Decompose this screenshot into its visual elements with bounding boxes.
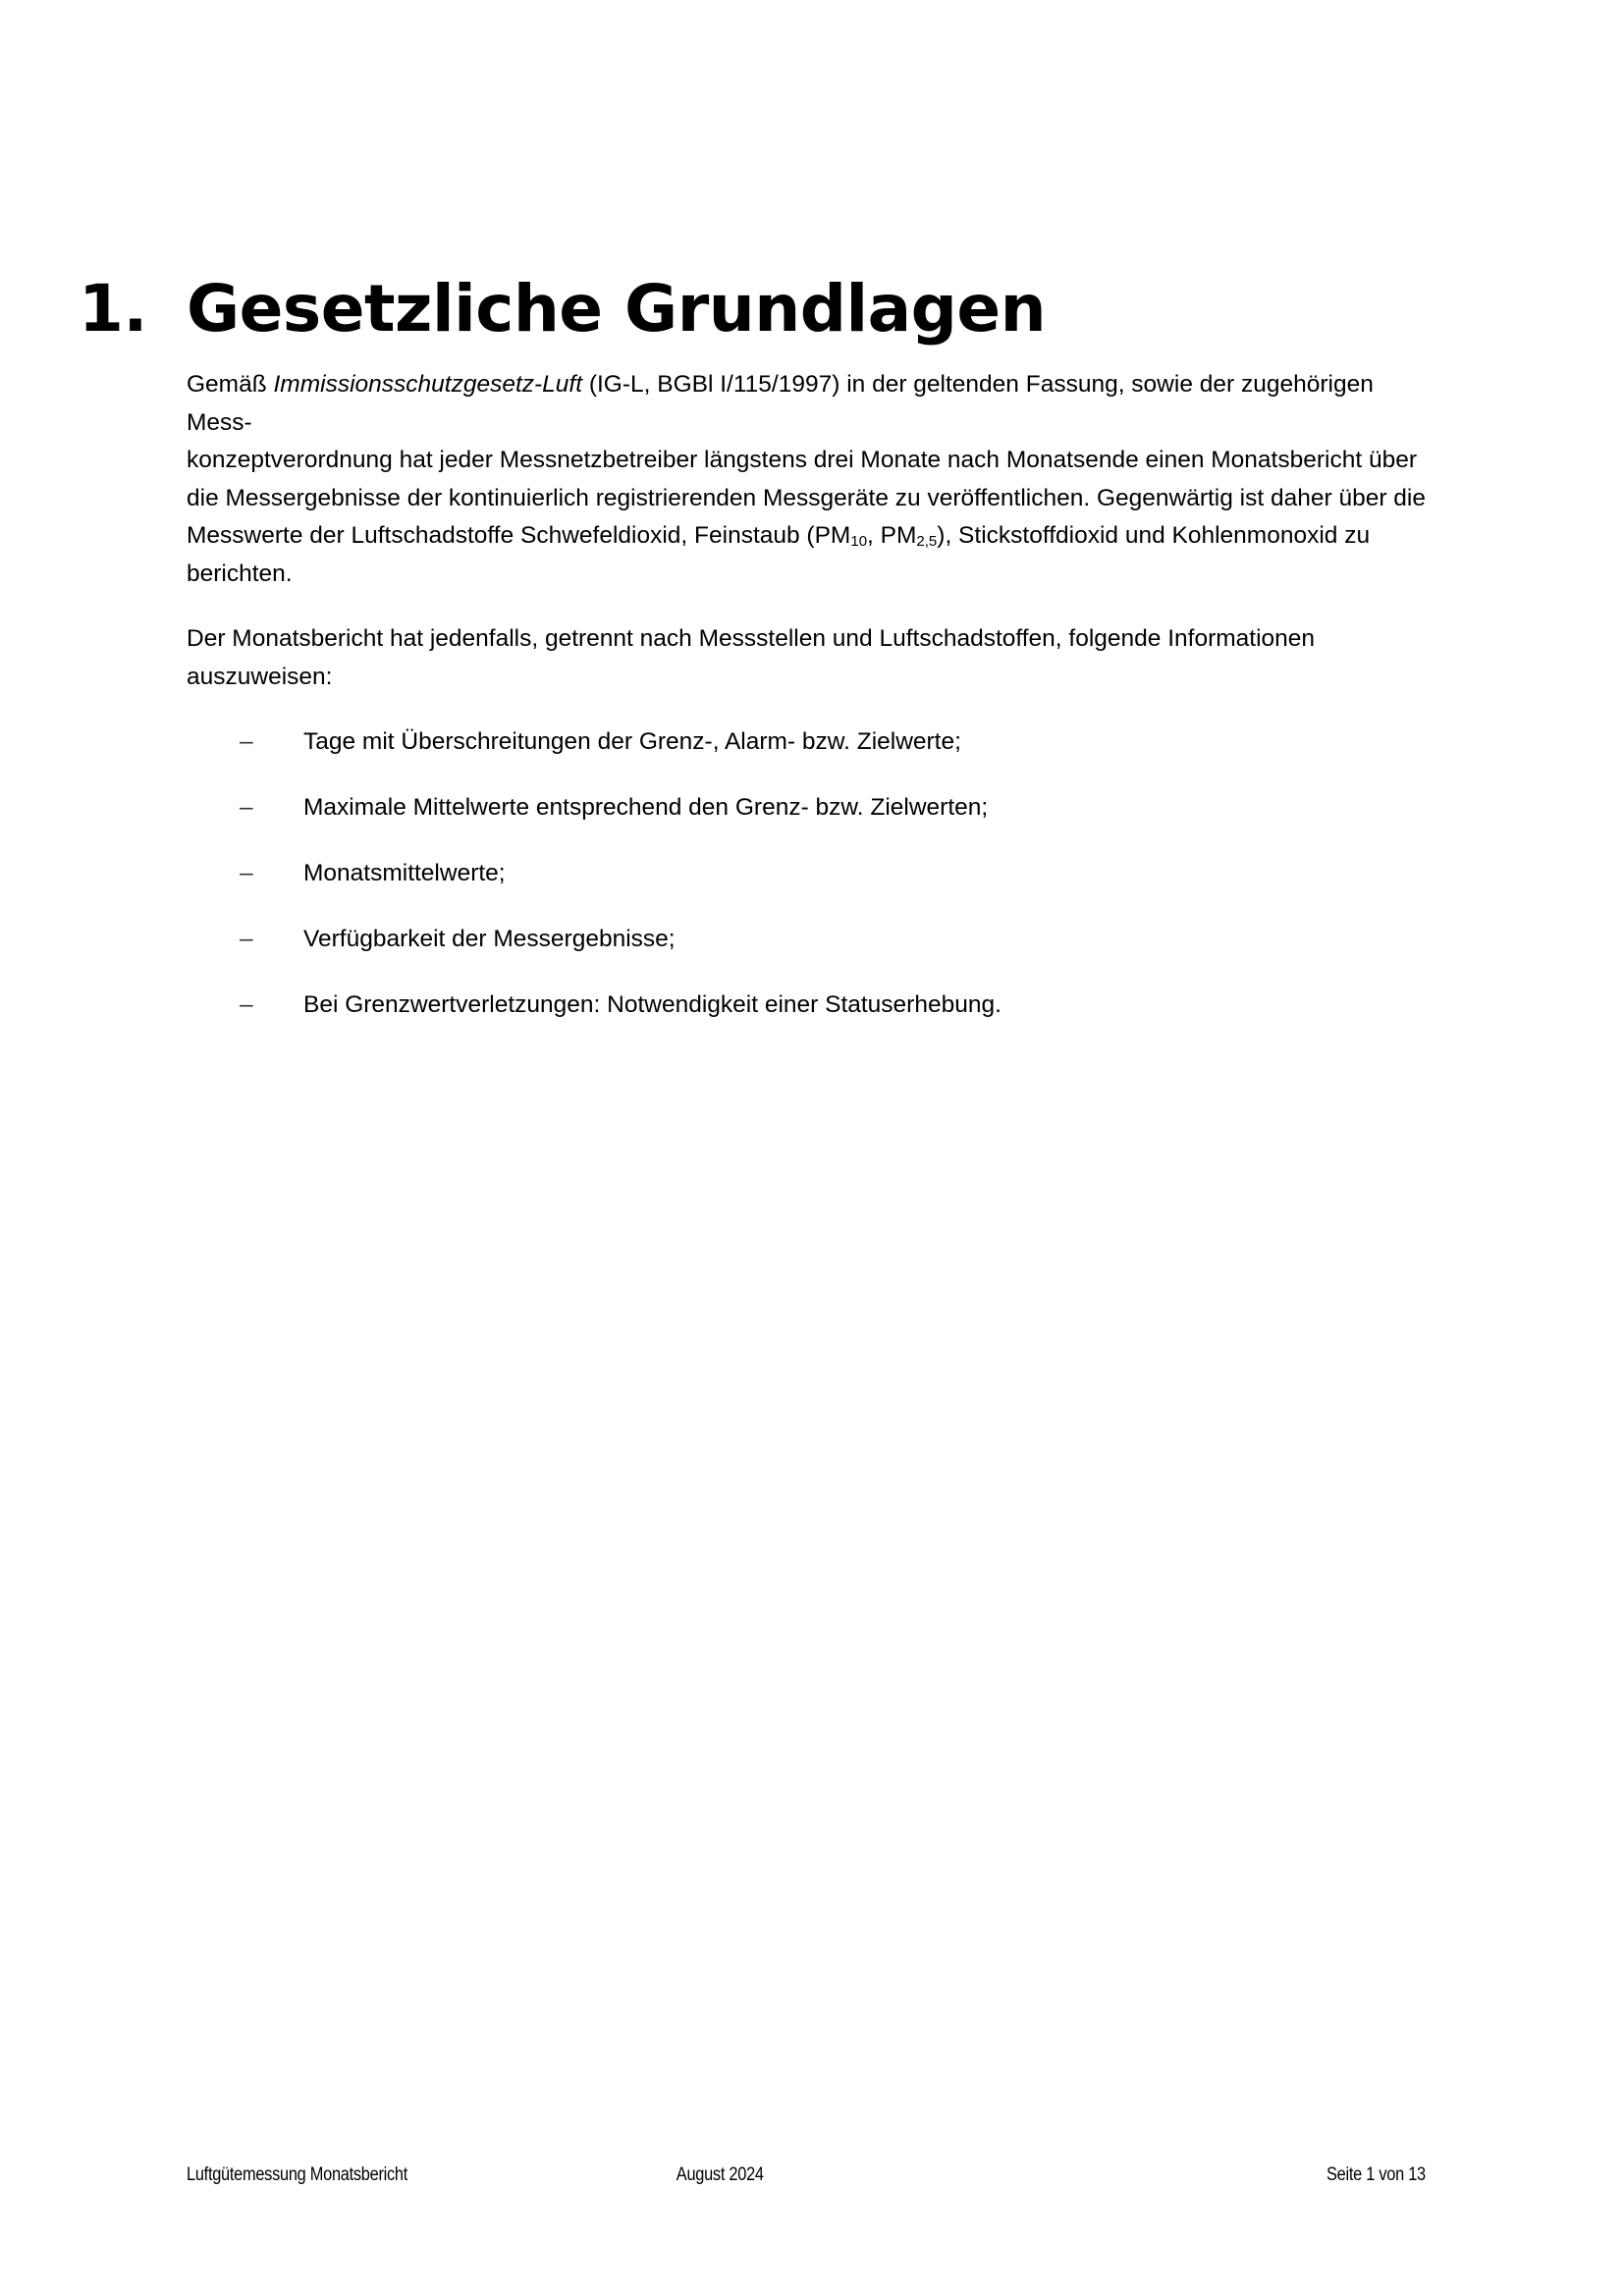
footer-page-number: Seite 1 von 13 <box>1326 2164 1426 2185</box>
intro-text-line1: (IG-L, BGBl I/115/1997) in der geltenden Fassung, sowie der zugehörigen Mess- <box>187 371 1374 436</box>
list-item-text: Tage mit Überschreitungen der Grenz-, Alarm- bzw. Zielwerte; <box>303 728 961 755</box>
intro-text-line4-mid: , PM <box>867 522 917 549</box>
intro-text-line2: konzeptverordnung hat jeder Messnetzbetreiber längstens drei Monate nach Monatsende einen Monatsbericht über <box>187 447 1417 473</box>
pm25-subscript: 2,5 <box>916 533 938 550</box>
section-heading <box>79 271 1047 347</box>
pm10-subscript: 10 <box>850 533 868 550</box>
law-name: Immissionsschutzgesetz-Luft <box>273 371 583 398</box>
footer-report-date: August 2024 <box>676 2164 764 2185</box>
list-item-text: Monatsmittelwerte; <box>303 860 506 886</box>
list-item-text: Verfügbarkeit der Messergebnisse; <box>303 926 676 952</box>
list-item <box>187 723 1443 761</box>
requirements-line1: Der Monatsbericht hat jedenfalls, getrennt nach Messstellen und Luftschadstoffen, folgende Informationen <box>187 625 1316 652</box>
footer-report-title: Luftgütemessung Monatsbericht <box>187 2164 408 2185</box>
intro-text-line4-start: Messwerte der Luftschadstoffe Schwefeldioxid, Feinstaub (PM <box>187 522 851 549</box>
list-item-text: Maximale Mittelwerte entsprechend den Grenz- bzw. Zielwerten; <box>303 794 989 821</box>
list-item <box>187 855 1443 892</box>
intro-paragraph <box>187 366 1443 593</box>
list-item <box>187 987 1443 1024</box>
dash-bullet: – <box>240 926 253 952</box>
dash-bullet: – <box>240 728 253 755</box>
dash-bullet: – <box>240 794 253 821</box>
section-number: 1. <box>79 271 147 347</box>
list-item <box>187 921 1443 958</box>
page-footer <box>187 2164 1426 2194</box>
intro-text-line5: berichten. <box>187 560 293 587</box>
intro-text-start: Gemäß <box>187 371 274 398</box>
intro-text-line4-end: ), Stickstoffdioxid und Kohlenmonoxid zu <box>937 522 1371 549</box>
list-item-text: Bei Grenzwertverletzungen: Notwendigkeit einer Statuserhebung. <box>303 991 1001 1018</box>
dash-bullet: – <box>240 860 253 886</box>
dash-bullet: – <box>240 991 253 1018</box>
section-title: Gesetzliche Grundlagen <box>187 271 1047 347</box>
requirements-paragraph <box>187 620 1443 696</box>
section-body <box>187 366 1443 1052</box>
requirements-list <box>187 723 1443 1024</box>
list-item <box>187 789 1443 827</box>
intro-text-line3: die Messergebnisse der kontinuierlich registrierenden Messgeräte zu veröffentlichen. Gegenwärtig ist daher über die <box>187 484 1426 511</box>
requirements-line2: auszuweisen: <box>187 663 333 690</box>
